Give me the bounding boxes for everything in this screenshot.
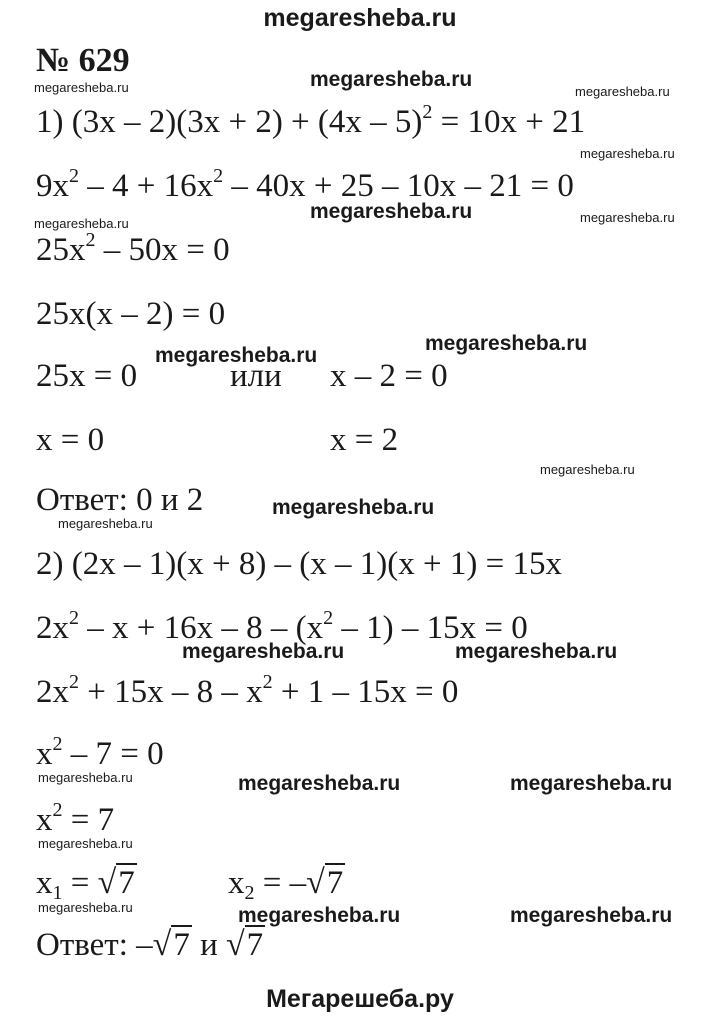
equation-line: 25x = 0 xyxy=(36,358,138,394)
sqrt-sign: √7 xyxy=(225,926,264,963)
sqrt-sign: √7 xyxy=(97,864,135,901)
watermark: megaresheba.ru xyxy=(272,496,435,519)
problem-number: № 629 xyxy=(36,42,130,79)
watermark: megaresheba.ru xyxy=(38,770,133,785)
equation-line: x = 2 xyxy=(330,422,399,458)
watermark: megaresheba.ru xyxy=(58,516,153,531)
watermark: megaresheba.ru xyxy=(540,462,635,477)
equation-line: $9x^2 - 4 + 16x^2 - 40x + 25 - 10x - 21 = 0$ xyxy=(36,165,574,204)
equation-line: $x^2 - 7 = 0$ xyxy=(36,733,164,772)
watermark: megaresheba.ru xyxy=(38,836,133,851)
watermark: megaresheba.ru xyxy=(310,200,473,223)
equation-line: 1) (3x – 2)(3x + 2) + (4x – 5)$^2$ = 10x + 21 xyxy=(36,101,586,140)
watermark: megaresheba.ru xyxy=(580,146,675,161)
watermark: megaresheba.ru xyxy=(580,210,675,225)
watermark: megaresheba.ru xyxy=(510,772,673,795)
watermark: megaresheba.ru xyxy=(34,216,129,231)
equation-line: $25x^2 - 50x = 0$ xyxy=(36,229,230,268)
watermark: megaresheba.ru xyxy=(34,80,129,95)
equation-line: 25x(x – 2) = 0 xyxy=(36,296,226,332)
equation-line: $2x^2 + 15x - 8 - x^2 + 1 - 15x = 0$ xyxy=(36,671,459,710)
watermark: megaresheba.ru xyxy=(425,332,588,355)
answer-line: Ответ: 0 и 2 xyxy=(36,482,204,518)
watermark: megaresheba.ru xyxy=(38,900,133,915)
watermark: megaresheba.ru xyxy=(182,640,345,663)
header-site-title: megaresheba.ru xyxy=(263,4,457,32)
watermark: megaresheba.ru xyxy=(238,904,401,927)
equation-line: $x^2 = 7$ xyxy=(36,799,115,838)
watermark: megaresheba.ru xyxy=(575,84,670,99)
equation-line: x = 0 xyxy=(36,422,105,458)
watermark: megaresheba.ru xyxy=(455,640,618,663)
sqrt-sign: √7 xyxy=(306,864,344,901)
equation-line: $x_2 = -√7$ xyxy=(228,864,344,904)
equation-line: x – 2 = 0 xyxy=(330,358,448,394)
sqrt-sign: √7 xyxy=(152,926,190,963)
watermark: megaresheba.ru xyxy=(238,772,401,795)
watermark: megaresheba.ru xyxy=(510,904,673,927)
footer-site-title: Мегарешеба.ру xyxy=(266,985,454,1013)
equation-or: или xyxy=(230,358,282,394)
answer-line: Ответ: –√7 и √7 xyxy=(36,926,264,963)
equation-line: $2x^2 - x + 16x - 8 - (x^2 - 1) - 15x = 0$ xyxy=(36,607,528,646)
watermark: megaresheba.ru xyxy=(310,68,473,91)
equation-line: 2) (2x – 1)(x + 8) – (x – 1)(x + 1) = 15x xyxy=(36,546,562,582)
equation-line: $x_1 = √7$ xyxy=(36,864,135,904)
watermark: megaresheba.ru xyxy=(155,344,318,367)
